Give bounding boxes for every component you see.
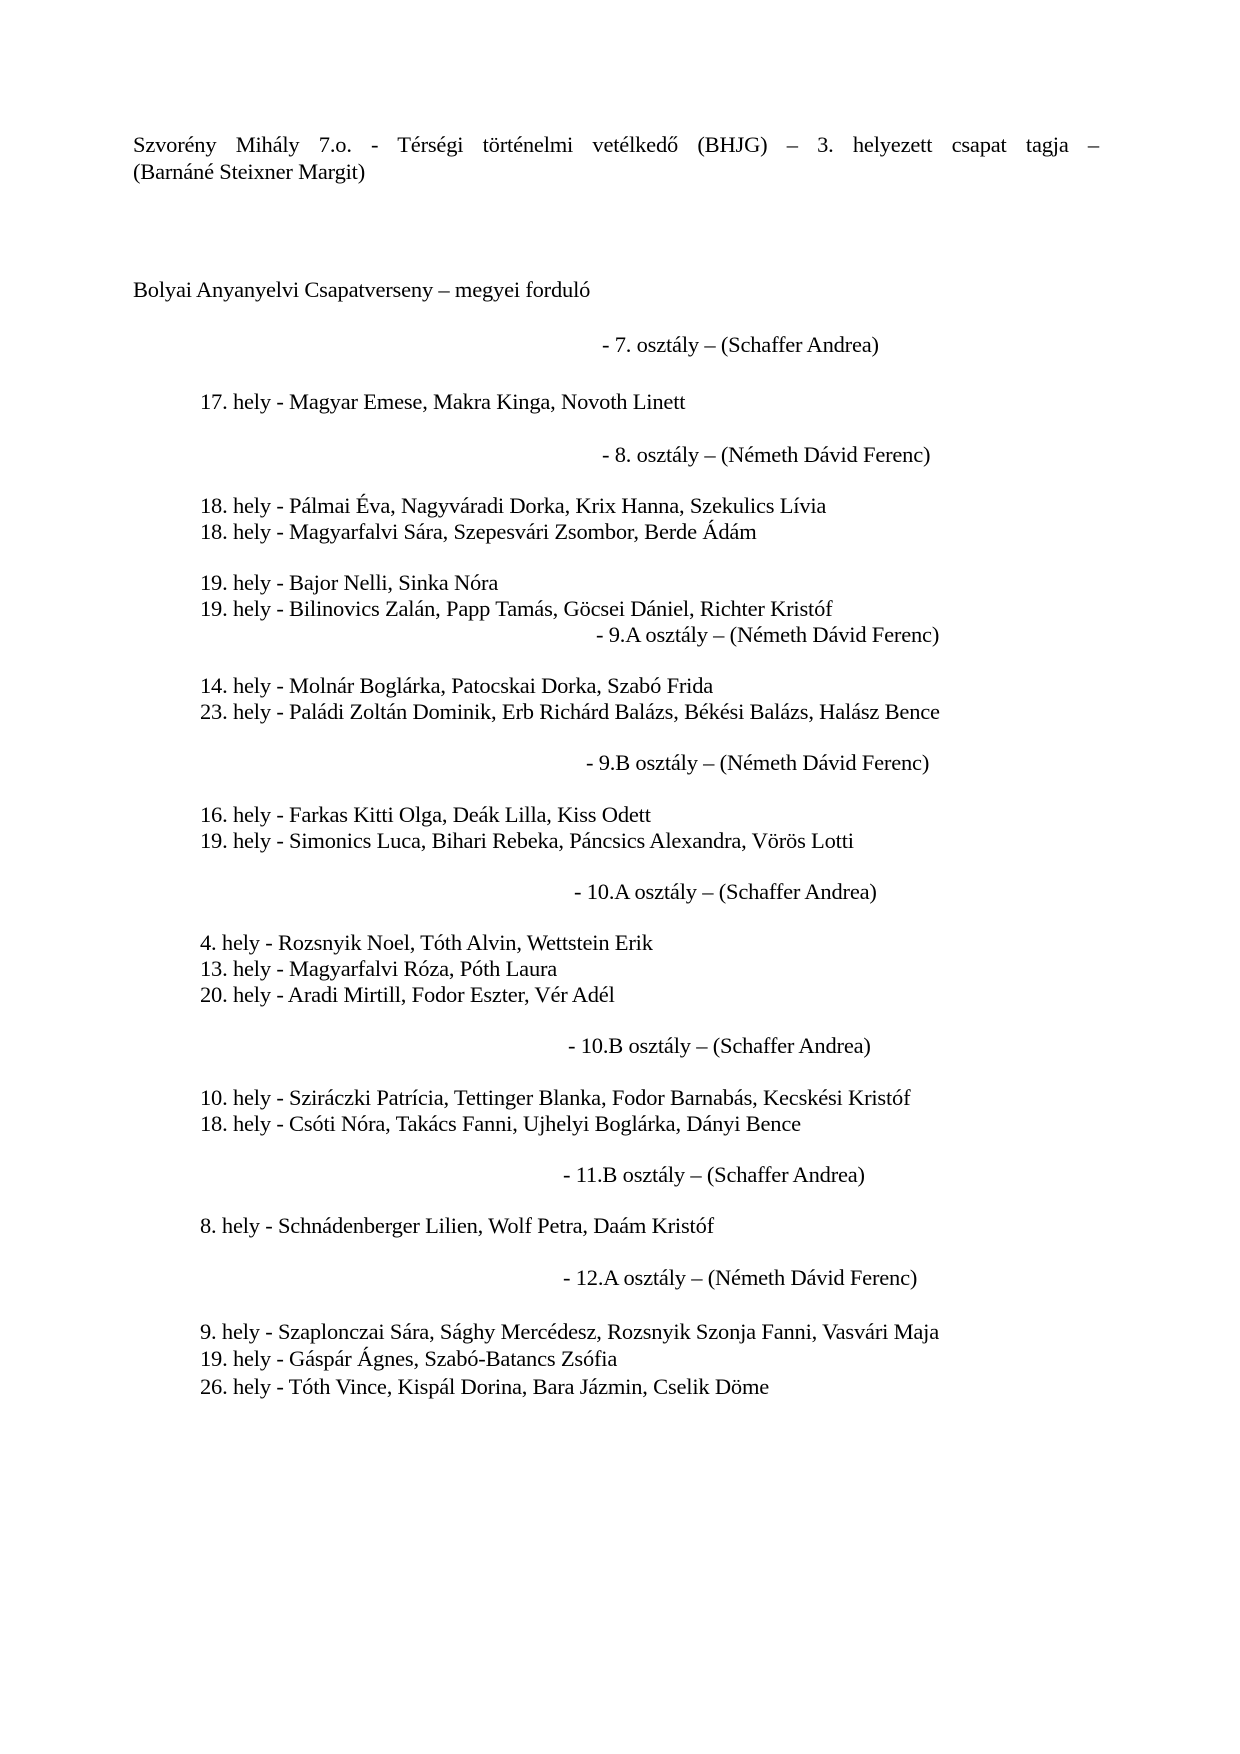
section-heading-9b: - 9.B osztály – (Németh Dávid Ferenc) [586,750,930,775]
result-line: 18. hely - Csóti Nóra, Takács Fanni, Ujhelyi Boglárka, Dányi Bence [200,1111,801,1136]
result-line: 18. hely - Pálmai Éva, Nagyváradi Dorka, Krix Hanna, Szekulics Lívia [200,493,827,518]
result-line: 18. hely - Magyarfalvi Sára, Szepesvári Zsombor, Berde Ádám [200,519,757,544]
section-heading-11b: - 11.B osztály – (Schaffer Andrea) [563,1162,865,1187]
result-line: 8. hely - Schnádenberger Lilien, Wolf Petra, Daám Kristóf [200,1213,714,1238]
section-heading-12a: - 12.A osztály – (Németh Dávid Ferenc) [563,1265,918,1290]
result-line: 10. hely - Sziráczki Patrícia, Tettinger Blanka, Fodor Barnabás, Kecskési Kristóf [200,1085,911,1110]
section-heading-10b: - 10.B osztály – (Schaffer Andrea) [568,1033,871,1058]
result-line: 19. hely - Simonics Luca, Bihari Rebeka, Páncsics Alexandra, Vörös Lotti [200,828,854,853]
result-line: 4. hely - Rozsnyik Noel, Tóth Alvin, Wettstein Erik [200,930,653,955]
result-line: 19. hely - Bilinovics Zalán, Papp Tamás, Göcsei Dániel, Richter Kristóf [200,596,833,621]
section-heading-8: - 8. osztály – (Németh Dávid Ferenc) [602,442,931,467]
result-line: 17. hely - Magyar Emese, Makra Kinga, Novoth Linett [200,389,686,414]
section-heading-10a: - 10.A osztály – (Schaffer Andrea) [574,879,877,904]
section-heading-9a: - 9.A osztály – (Németh Dávid Ferenc) [596,622,940,647]
result-line: 9. hely - Szaplonczai Sára, Sághy Mercédesz, Rozsnyik Szonja Fanni, Vasvári Maja [200,1319,940,1344]
result-line: 19. hely - Bajor Nelli, Sinka Nóra [200,570,499,595]
section-heading-7: - 7. osztály – (Schaffer Andrea) [602,332,879,357]
result-line: 14. hely - Molnár Boglárka, Patocskai Dorka, Szabó Frida [200,673,714,698]
result-line: 20. hely - Aradi Mirtill, Fodor Eszter, Vér Adél [200,982,615,1007]
result-line: 23. hely - Paládi Zoltán Dominik, Erb Richárd Balázs, Békési Balázs, Halász Bence [200,699,940,724]
result-line: 13. hely - Magyarfalvi Róza, Póth Laura [200,956,558,981]
intro-line-1: Szvorény Mihály 7.o. - Térségi történelmi vetélkedő (BHJG) – 3. helyezett csapat tagja – [133,132,1099,157]
result-line: 19. hely - Gáspár Ágnes, Szabó-Batancs Zsófia [200,1346,618,1371]
intro-line-2: (Barnáné Steixner Margit) [133,159,366,184]
competition-title: Bolyai Anyanyelvi Csapatverseny – megyei forduló [133,277,591,302]
result-line: 16. hely - Farkas Kitti Olga, Deák Lilla, Kiss Odett [200,802,651,827]
result-line: 26. hely - Tóth Vince, Kispál Dorina, Bara Jázmin, Cselik Döme [200,1374,770,1399]
